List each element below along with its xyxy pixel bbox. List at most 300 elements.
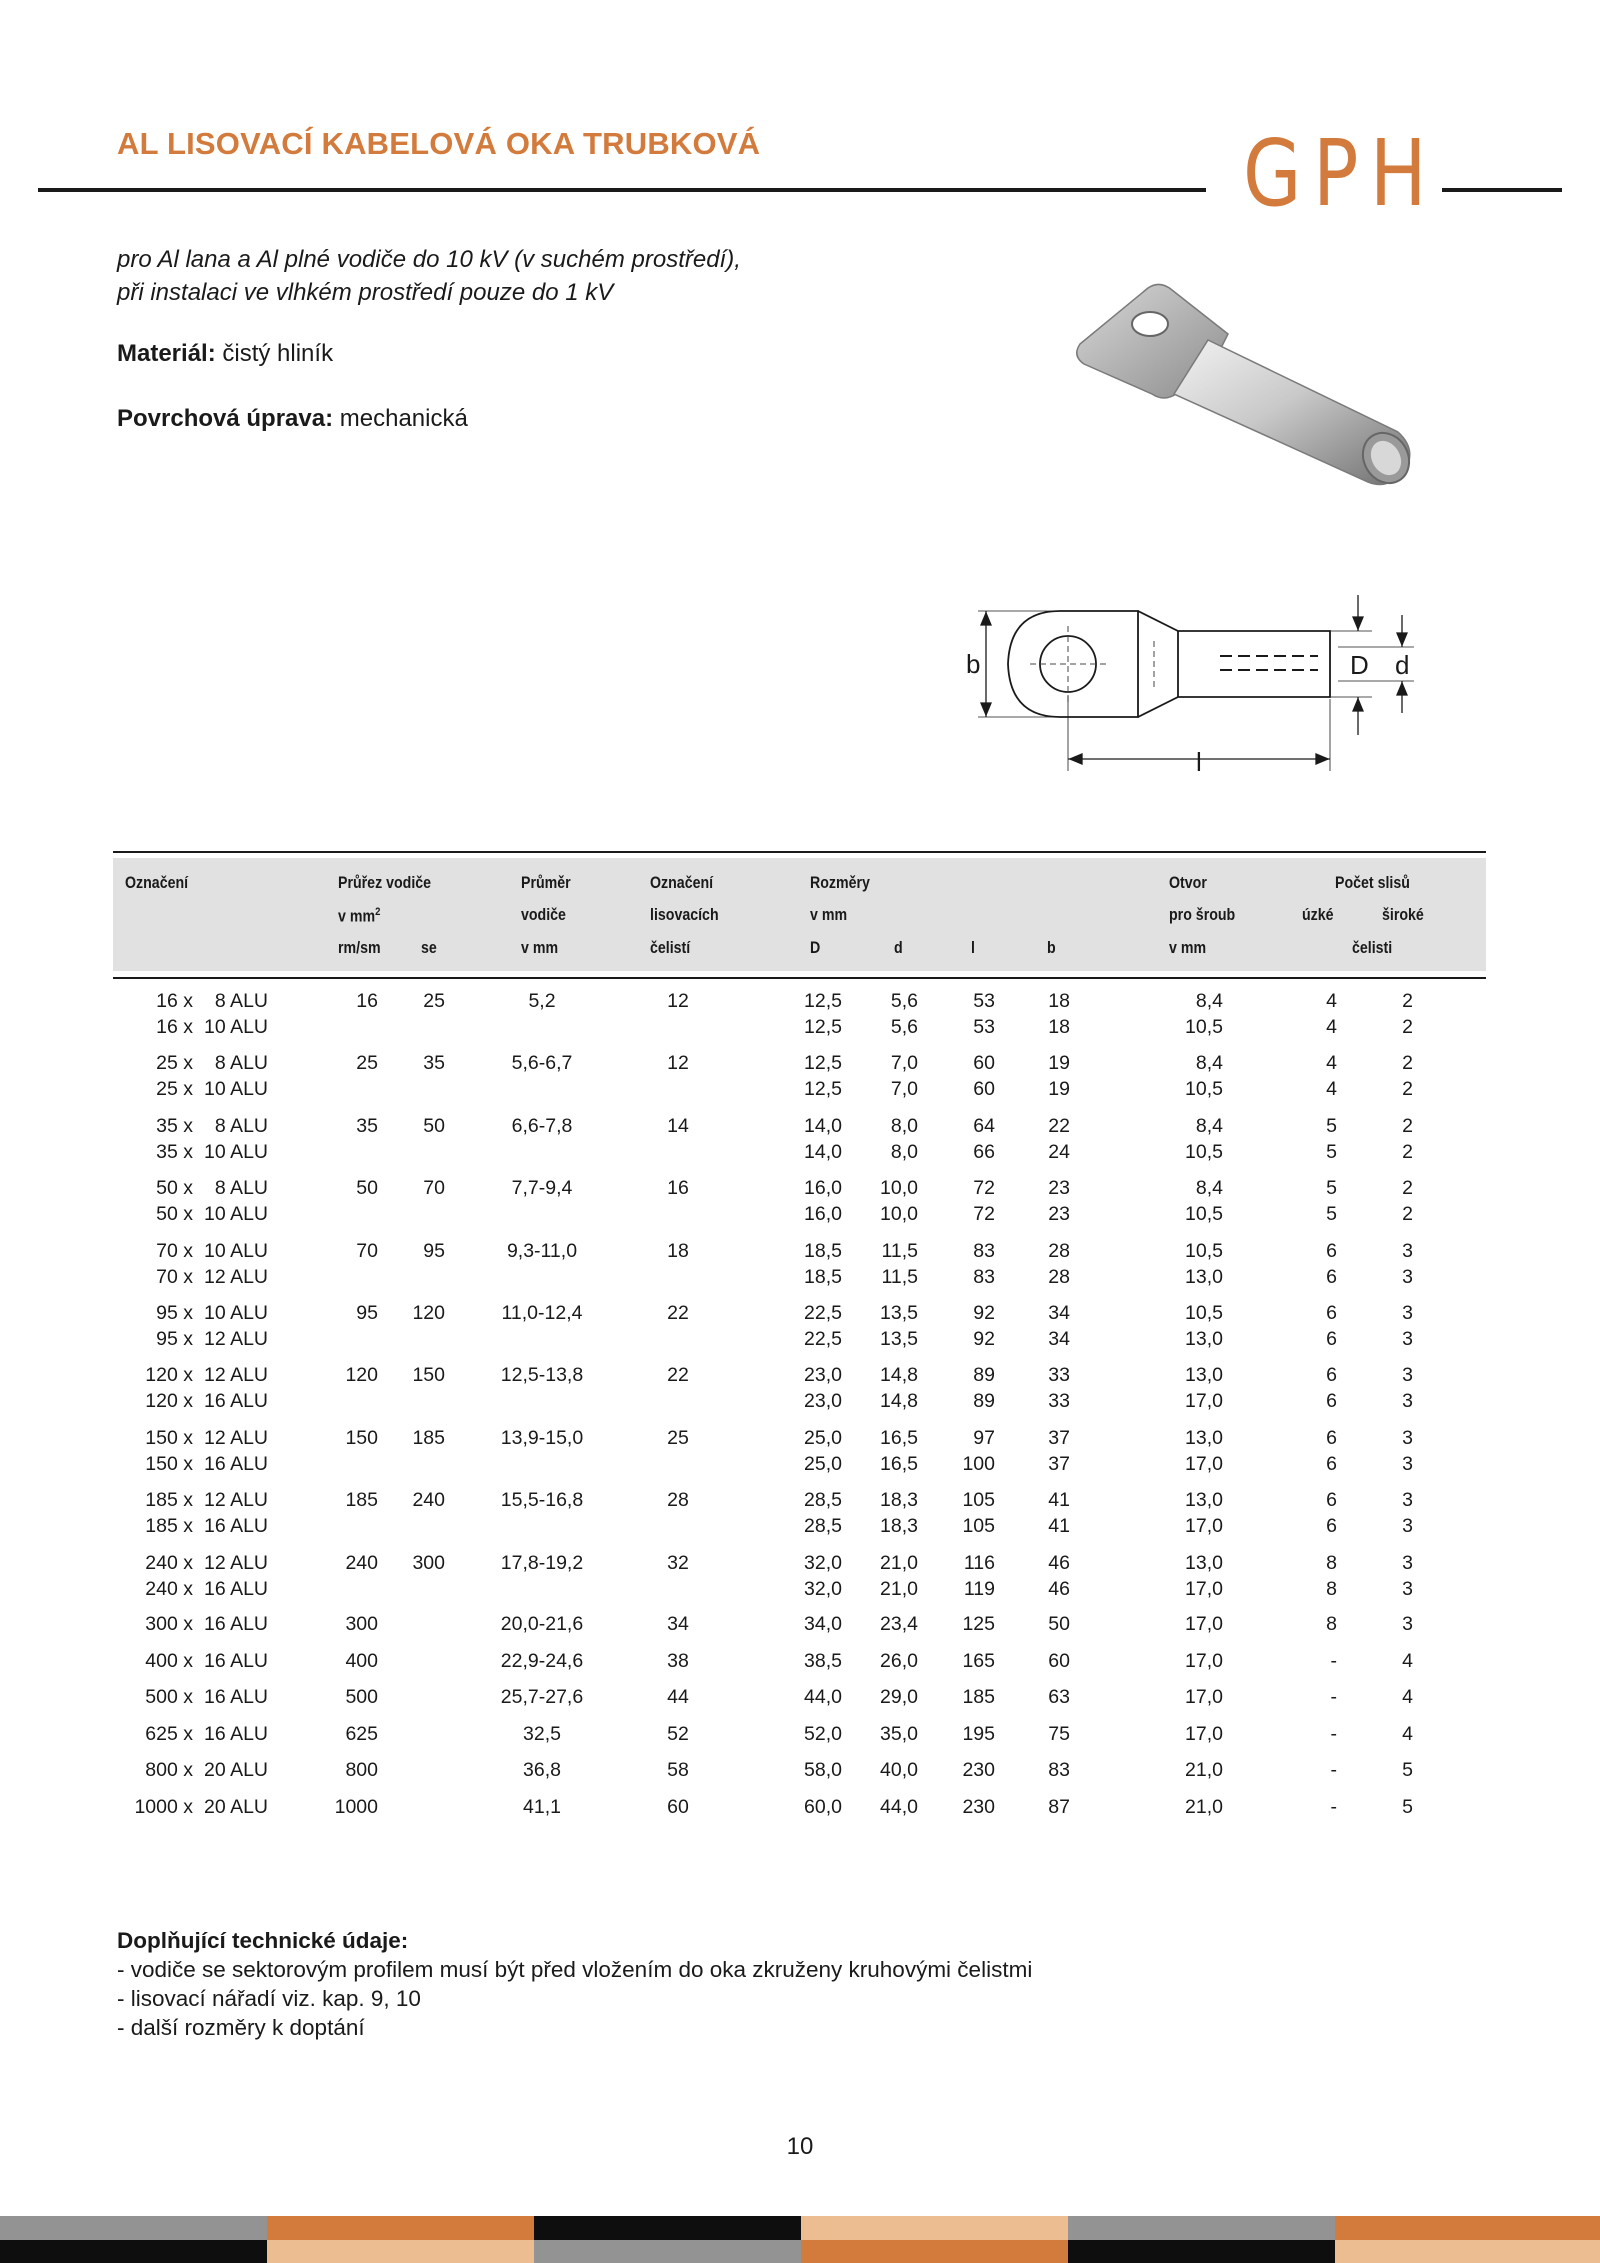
table-cell-b: 19 <box>1048 1078 1070 1101</box>
table-cell-uz: 5 <box>1326 1140 1337 1163</box>
table-cell-d: 23,4 <box>880 1613 918 1636</box>
table-cell-ot: 8,4 <box>1195 1114 1223 1137</box>
table-cell-D: 28,5 <box>804 1489 842 1512</box>
table-cell-se: 70 <box>423 1177 445 1200</box>
table-cell-uz: 6 <box>1326 1452 1337 1475</box>
footer-bar <box>1335 2240 1600 2263</box>
table-top-rule <box>113 851 1486 853</box>
header-prumer-3: v mm <box>521 939 559 957</box>
footer-bar <box>1068 2240 1335 2263</box>
table-cell-uz: 4 <box>1326 1016 1337 1038</box>
table-cell-rm: 50 <box>356 1177 378 1200</box>
gph-logo: GPH <box>1243 120 1439 227</box>
table-cell-n2: 10 ALU <box>204 1140 268 1163</box>
table-cell-rm: 800 <box>345 1759 378 1782</box>
table-cell-ce: 12 <box>667 1052 689 1075</box>
table-cell-n2: 20 ALU <box>204 1759 268 1782</box>
table-cell-rm: 185 <box>345 1489 378 1512</box>
notes-item: - vodiče se sektorovým profilem musí být před vložením do oka zkruženy kruhovými čelistmi <box>117 1957 1033 1982</box>
table-cell-n2: 8 ALU <box>214 990 268 1012</box>
table-cell-n1: 120 x <box>145 1364 193 1387</box>
footer-bar <box>267 2216 534 2240</box>
table-cell-d: 8,0 <box>890 1140 918 1163</box>
table-cell-si: 4 <box>1402 1722 1413 1745</box>
table-cell-uz: 8 <box>1326 1613 1337 1636</box>
table-cell-d: 10,0 <box>880 1203 918 1226</box>
table-cell-b: 46 <box>1048 1577 1070 1600</box>
table-cell-d: 16,5 <box>880 1426 918 1449</box>
table-header-rule <box>113 977 1486 979</box>
table-cell-se: 95 <box>423 1239 445 1262</box>
table-cell-pr: 7,7-9,4 <box>511 1177 573 1200</box>
table-cell-rm: 120 <box>345 1364 378 1387</box>
table-cell-b: 41 <box>1048 1489 1070 1512</box>
notes <box>117 1926 1032 2042</box>
table-cell-ot: 17,0 <box>1185 1649 1223 1672</box>
table-cell-d: 8,0 <box>890 1114 918 1137</box>
table-cell-si: 3 <box>1402 1426 1413 1449</box>
table-cell-rm: 25 <box>356 1052 378 1075</box>
table-cell-D: 25,0 <box>804 1452 842 1475</box>
header-pocet: Počet slisů <box>1335 874 1410 892</box>
table-cell-uz: - <box>1330 1795 1337 1818</box>
table-cell-pr: 20,0-21,6 <box>500 1613 584 1636</box>
table-cell-uz: 6 <box>1326 1390 1337 1413</box>
table-cell-uz: 4 <box>1326 1052 1337 1075</box>
header-prumer: Průměr <box>521 874 571 892</box>
material-label: Materiál: <box>117 340 216 367</box>
footer-bar <box>801 2240 1068 2263</box>
table-cell-ot: 17,0 <box>1185 1390 1223 1413</box>
table-cell-si: 3 <box>1402 1239 1413 1262</box>
table-cell-uz: 4 <box>1326 990 1337 1012</box>
table-cell-D: 23,0 <box>804 1364 842 1387</box>
table-cell-si: 2 <box>1402 1114 1413 1137</box>
table-cell-uz: 6 <box>1326 1302 1337 1324</box>
table-cell-l: 92 <box>973 1328 995 1350</box>
table-cell-ot: 17,0 <box>1185 1722 1223 1745</box>
header-pocet-siroke: široké <box>1382 906 1424 924</box>
table-cell-n2: 16 ALU <box>204 1686 268 1709</box>
header-prumer-2: vodiče <box>521 906 566 924</box>
table-cell-si: 4 <box>1402 1686 1413 1709</box>
table-cell-uz: 5 <box>1326 1203 1337 1226</box>
table-cell-ce: 32 <box>667 1551 689 1574</box>
table-cell-ce: 28 <box>667 1489 689 1512</box>
drawing-label-D: D <box>1350 650 1369 680</box>
table-cell-l: 105 <box>962 1515 995 1538</box>
table-cell-D: 16,0 <box>804 1177 842 1200</box>
table-cell-se: 300 <box>412 1551 445 1574</box>
table-cell-d: 5,6 <box>890 1016 918 1038</box>
table-cell-ot: 17,0 <box>1185 1686 1223 1709</box>
table-cell-D: 12,5 <box>804 990 842 1012</box>
table-cell-si: 3 <box>1402 1515 1413 1538</box>
table-cell-ce: 34 <box>667 1613 689 1636</box>
table-cell-uz: - <box>1330 1722 1337 1745</box>
table-cell-n2: 16 ALU <box>204 1515 268 1538</box>
surface-label: Povrchová úprava: <box>117 405 334 432</box>
table-cell-n2: 16 ALU <box>204 1613 268 1636</box>
table-cell-l: 185 <box>962 1686 995 1709</box>
table-cell-si: 2 <box>1402 1140 1413 1163</box>
table-cell-pr: 6,6-7,8 <box>511 1114 573 1137</box>
table-cell-b: 33 <box>1048 1390 1070 1413</box>
table-cell-si: 2 <box>1402 1203 1413 1226</box>
table-cell-D: 22,5 <box>804 1302 842 1324</box>
table-cell-l: 230 <box>962 1795 995 1818</box>
table-cell-l: 92 <box>973 1302 995 1324</box>
table-cell-si: 5 <box>1402 1759 1413 1782</box>
table-cell-uz: 8 <box>1326 1551 1337 1574</box>
table-cell-D: 32,0 <box>804 1551 842 1574</box>
table-cell-rm: 95 <box>356 1302 378 1324</box>
table-cell-d: 40,0 <box>880 1759 918 1782</box>
header-prurez-se: se <box>421 939 437 957</box>
table-cell-l: 64 <box>973 1114 995 1137</box>
table-cell-pr: 32,5 <box>523 1722 561 1745</box>
table-cell-d: 21,0 <box>880 1577 918 1600</box>
table-cell-b: 24 <box>1048 1140 1070 1163</box>
table-cell-ce: 44 <box>667 1686 689 1709</box>
table-cell-uz: 6 <box>1326 1239 1337 1262</box>
table-cell-b: 75 <box>1048 1722 1070 1745</box>
table-cell-b: 87 <box>1048 1795 1070 1818</box>
table-cell-D: 60,0 <box>804 1795 842 1818</box>
table-cell-si: 2 <box>1402 1177 1413 1200</box>
notes-heading: Doplňující technické údaje: <box>117 1928 409 1953</box>
table-cell-l: 66 <box>973 1140 995 1163</box>
table-cell-uz: 5 <box>1326 1177 1337 1200</box>
header-col-d: d <box>894 939 903 957</box>
table-cell-ce: 60 <box>667 1795 689 1818</box>
table-cell-l: 230 <box>962 1759 995 1782</box>
table-cell-n1: 150 x <box>145 1452 193 1475</box>
table-cell-D: 18,5 <box>804 1239 842 1262</box>
table-cell-uz: - <box>1330 1759 1337 1782</box>
table-cell-pr: 5,2 <box>528 990 556 1012</box>
intro-line-1: pro Al lana a Al plné vodiče do 10 kV (v suchém prostředí), <box>117 246 741 273</box>
table-cell-n2: 16 ALU <box>204 1649 268 1672</box>
table-cell-b: 22 <box>1048 1114 1070 1137</box>
header-prurez-unit: v $mm^2$ <box>338 906 381 926</box>
notes-item: - další rozměry k doptání <box>117 2015 365 2040</box>
table-cell-n1: 240 x <box>145 1551 193 1574</box>
table-cell-uz: 6 <box>1326 1364 1337 1387</box>
table-cell-n2: 12 ALU <box>204 1551 268 1574</box>
table-cell-si: 3 <box>1402 1613 1413 1636</box>
table-cell-rm: 35 <box>356 1114 378 1137</box>
header-otvor-3: v mm <box>1169 939 1207 957</box>
table-cell-si: 3 <box>1402 1328 1413 1350</box>
table-cell-uz: 4 <box>1326 1078 1337 1101</box>
table-cell-D: 28,5 <box>804 1515 842 1538</box>
table-cell-d: 7,0 <box>890 1052 918 1075</box>
table-cell-b: 34 <box>1048 1328 1070 1350</box>
table-cell-b: 34 <box>1048 1302 1070 1324</box>
table-cell-n1: 625 x <box>145 1722 193 1745</box>
material-value: čistý hliník <box>215 340 334 367</box>
table-cell-D: 52,0 <box>804 1722 842 1745</box>
table-cell-l: 53 <box>973 1016 995 1038</box>
table-cell-D: 34,0 <box>804 1613 842 1636</box>
table-cell-n2: 10 ALU <box>204 1016 268 1038</box>
table-cell-d: 14,8 <box>880 1390 918 1413</box>
table-cell-si: 2 <box>1402 1052 1413 1075</box>
table-cell-uz: 5 <box>1326 1114 1337 1137</box>
table-cell-l: 72 <box>973 1203 995 1226</box>
table-cell-b: 18 <box>1048 990 1070 1012</box>
table-cell-n2: 20 ALU <box>204 1795 268 1818</box>
table-cell-n2: 12 ALU <box>204 1426 268 1449</box>
table-cell-pr: 36,8 <box>523 1759 561 1782</box>
table-cell-b: 28 <box>1048 1265 1070 1288</box>
table-cell-pr: 41,1 <box>523 1795 561 1818</box>
table-cell-d: 16,5 <box>880 1452 918 1475</box>
table-cell-rm: 1000 <box>334 1795 378 1818</box>
table-cell-n2: 12 ALU <box>204 1328 268 1350</box>
table-cell-n1: 70 x <box>156 1239 193 1262</box>
table-cell-d: 26,0 <box>880 1649 918 1672</box>
header-rozmery-unit: v mm <box>810 906 848 924</box>
table-cell-se: 25 <box>423 990 445 1012</box>
notes-item: - lisovací nářadí viz. kap. 9, 10 <box>117 1986 421 2011</box>
table-cell-ot: 17,0 <box>1185 1452 1223 1475</box>
table-cell-si: 2 <box>1402 1016 1413 1038</box>
table-cell-uz: 6 <box>1326 1515 1337 1538</box>
table-cell-n1: 500 x <box>145 1686 193 1709</box>
table-cell-uz: 6 <box>1326 1426 1337 1449</box>
footer-bar <box>0 2240 267 2263</box>
table-cell-si: 2 <box>1402 990 1413 1012</box>
table-cell-ot: 10,5 <box>1185 1078 1223 1101</box>
table-cell-d: 10,0 <box>880 1177 918 1200</box>
table-cell-n2: 10 ALU <box>204 1302 268 1324</box>
table-cell-ot: 17,0 <box>1185 1613 1223 1636</box>
table-cell-l: 72 <box>973 1177 995 1200</box>
table-cell-pr: 13,9-15,0 <box>500 1426 584 1449</box>
table-cell-D: 14,0 <box>804 1140 842 1163</box>
table-cell-l: 60 <box>973 1052 995 1075</box>
header-rozmery: Rozměry <box>810 874 870 892</box>
table-cell-ot: 8,4 <box>1195 1052 1223 1075</box>
table-cell-se: 50 <box>423 1114 445 1137</box>
table-cell-rm: 16 <box>356 990 378 1012</box>
table-cell-n1: 185 x <box>145 1489 193 1512</box>
table-cell-si: 3 <box>1402 1452 1413 1475</box>
table-cell-uz: - <box>1330 1686 1337 1709</box>
table-cell-pr: 5,6-6,7 <box>511 1052 573 1075</box>
table-cell-ot: 10,5 <box>1185 1203 1223 1226</box>
table-cell-l: 83 <box>973 1265 995 1288</box>
table-cell-b: 33 <box>1048 1364 1070 1387</box>
table-cell-ce: 22 <box>667 1302 689 1324</box>
table-cell-n1: 70 x <box>156 1265 193 1288</box>
table-cell-si: 3 <box>1402 1577 1413 1600</box>
table-cell-d: 18,3 <box>880 1515 918 1538</box>
table-cell-D: 25,0 <box>804 1426 842 1449</box>
table-cell-ce: 22 <box>667 1364 689 1387</box>
table-cell-si: 4 <box>1402 1649 1413 1672</box>
table-cell-b: 63 <box>1048 1686 1070 1709</box>
table-cell-rm: 70 <box>356 1239 378 1262</box>
table-cell-b: 37 <box>1048 1426 1070 1449</box>
table-cell-D: 12,5 <box>804 1078 842 1101</box>
page-number: 10 <box>786 2133 814 2160</box>
table-cell-d: 13,5 <box>880 1302 918 1324</box>
table-cell-b: 23 <box>1048 1177 1070 1200</box>
table-cell-n1: 25 x <box>156 1078 193 1101</box>
table-cell-l: 195 <box>962 1722 995 1745</box>
table-cell-b: 37 <box>1048 1452 1070 1475</box>
table-cell-n1: 150 x <box>145 1426 193 1449</box>
header-col-l: l <box>971 939 975 957</box>
material-property <box>117 340 333 368</box>
table-cell-se: 150 <box>412 1364 445 1387</box>
table-cell-ot: 13,0 <box>1185 1489 1223 1512</box>
table-cell-D: 12,5 <box>804 1052 842 1075</box>
table-cell-uz: 6 <box>1326 1489 1337 1512</box>
table-cell-ot: 13,0 <box>1185 1426 1223 1449</box>
table-cell-n2: 8 ALU <box>214 1052 268 1075</box>
table-cell-ot: 17,0 <box>1185 1515 1223 1538</box>
table-cell-l: 165 <box>962 1649 995 1672</box>
table-cell-ot: 10,5 <box>1185 1239 1223 1262</box>
table-cell-b: 60 <box>1048 1649 1070 1672</box>
table-cell-se: 120 <box>412 1302 445 1324</box>
table-cell-n1: 35 x <box>156 1114 193 1137</box>
table-cell-rm: 150 <box>345 1426 378 1449</box>
table-cell-b: 46 <box>1048 1551 1070 1574</box>
table-cell-l: 89 <box>973 1364 995 1387</box>
table-cell-n1: 1000 x <box>134 1795 193 1818</box>
table-cell-pr: 15,5-16,8 <box>500 1489 584 1512</box>
table-cell-n2: 12 ALU <box>204 1489 268 1512</box>
header-celisti: Označení <box>650 874 714 892</box>
table-cell-D: 16,0 <box>804 1203 842 1226</box>
table-cell-n1: 240 x <box>145 1577 193 1600</box>
table-cell-d: 13,5 <box>880 1328 918 1350</box>
footer-bar <box>534 2216 801 2240</box>
surface-value: mechanická <box>333 405 468 432</box>
intro-text <box>117 243 741 309</box>
footer-bar <box>267 2240 534 2263</box>
footer-bar <box>1335 2216 1600 2240</box>
table-cell-ot: 10,5 <box>1185 1302 1223 1324</box>
table-cell-l: 83 <box>973 1239 995 1262</box>
header-col-D: D <box>810 939 821 957</box>
table-cell-l: 60 <box>973 1078 995 1101</box>
table-cell-n2: 12 ALU <box>204 1265 268 1288</box>
table-cell-b: 28 <box>1048 1239 1070 1262</box>
table-cell-n1: 185 x <box>145 1515 193 1538</box>
table-cell-D: 12,5 <box>804 1016 842 1038</box>
table-cell-l: 116 <box>963 1551 995 1574</box>
table-cell-d: 18,3 <box>880 1489 918 1512</box>
table-cell-si: 3 <box>1402 1364 1413 1387</box>
table-cell-b: 83 <box>1048 1759 1070 1782</box>
table-cell-ot: 13,0 <box>1185 1364 1223 1387</box>
table-cell-ot: 13,0 <box>1185 1265 1223 1288</box>
table-cell-n2: 10 ALU <box>204 1078 268 1101</box>
table-cell-se: 35 <box>423 1052 445 1075</box>
table-cell-pr: 11,0-12,4 <box>501 1302 583 1324</box>
table-cell-d: 11,5 <box>881 1265 918 1288</box>
table-cell-ot: 8,4 <box>1195 1177 1223 1200</box>
table-cell-ot: 13,0 <box>1185 1328 1223 1350</box>
table-cell-D: 22,5 <box>804 1328 842 1350</box>
table-cell-ce: 38 <box>667 1649 689 1672</box>
header-prurez-rm: rm/sm <box>338 939 381 957</box>
table-cell-l: 105 <box>962 1489 995 1512</box>
table-cell-l: 89 <box>973 1390 995 1413</box>
table-cell-se: 240 <box>412 1489 445 1512</box>
table-cell-uz: - <box>1330 1649 1337 1672</box>
table-cell-n2: 16 ALU <box>204 1577 268 1600</box>
table-cell-se: 185 <box>412 1426 445 1449</box>
footer-color-bars <box>0 2216 1600 2263</box>
header-pocet-uzke: úzké <box>1302 906 1334 924</box>
header-celisti-2: lisovacích <box>650 906 719 924</box>
table-cell-si: 3 <box>1402 1551 1413 1574</box>
table-cell-D: 14,0 <box>804 1114 842 1137</box>
table-cell-l: 97 <box>973 1426 995 1449</box>
table-cell-n2: 16 ALU <box>204 1390 268 1413</box>
header-rule-right <box>1442 188 1562 192</box>
table-cell-d: 29,0 <box>880 1686 918 1709</box>
dimension-drawing <box>968 595 1418 780</box>
table-cell-ce: 25 <box>667 1426 689 1449</box>
table-cell-uz: 8 <box>1326 1577 1337 1600</box>
header-celisti-3: čelistí <box>650 939 691 957</box>
table-cell-b: 50 <box>1048 1613 1070 1636</box>
table-cell-n2: 8 ALU <box>214 1177 268 1200</box>
table-cell-ot: 21,0 <box>1185 1795 1223 1818</box>
table-cell-d: 11,5 <box>881 1239 918 1262</box>
table-cell-l: 100 <box>962 1452 995 1475</box>
surface-property <box>117 405 468 433</box>
table-cell-ce: 58 <box>667 1759 689 1782</box>
table-cell-ot: 21,0 <box>1185 1759 1223 1782</box>
page-title: AL LISOVACÍ KABELOVÁ OKA TRUBKOVÁ <box>117 126 761 161</box>
table-cell-l: 119 <box>963 1577 995 1600</box>
table-cell-D: 23,0 <box>804 1390 842 1413</box>
drawing-label-d: d <box>1395 650 1410 680</box>
table-cell-ot: 10,5 <box>1185 1140 1223 1163</box>
table-cell-n1: 50 x <box>156 1203 193 1226</box>
table-cell-b: 19 <box>1048 1052 1070 1075</box>
table-cell-uz: 6 <box>1326 1265 1337 1288</box>
table-cell-si: 3 <box>1402 1302 1413 1324</box>
header-oznaceni: Označení <box>125 874 189 892</box>
table-cell-ce: 14 <box>667 1114 689 1137</box>
table-header <box>113 858 1486 971</box>
cable-lug-photo <box>1068 282 1428 512</box>
table-cell-D: 38,5 <box>804 1649 842 1672</box>
header-otvor: Otvor <box>1169 874 1207 892</box>
table-cell-n1: 300 x <box>145 1613 193 1636</box>
table-cell-n1: 95 x <box>156 1328 193 1350</box>
table-cell-ce: 18 <box>667 1239 689 1262</box>
header-otvor-2: pro šroub <box>1169 906 1236 924</box>
table-cell-rm: 400 <box>345 1649 378 1672</box>
table-cell-n1: 25 x <box>156 1052 193 1075</box>
table-cell-n1: 95 x <box>156 1302 193 1324</box>
table-cell-rm: 240 <box>345 1551 378 1574</box>
drawing-label-b: b <box>966 649 981 679</box>
table-cell-pr: 9,3-11,0 <box>506 1239 578 1262</box>
table-cell-D: 58,0 <box>804 1759 842 1782</box>
